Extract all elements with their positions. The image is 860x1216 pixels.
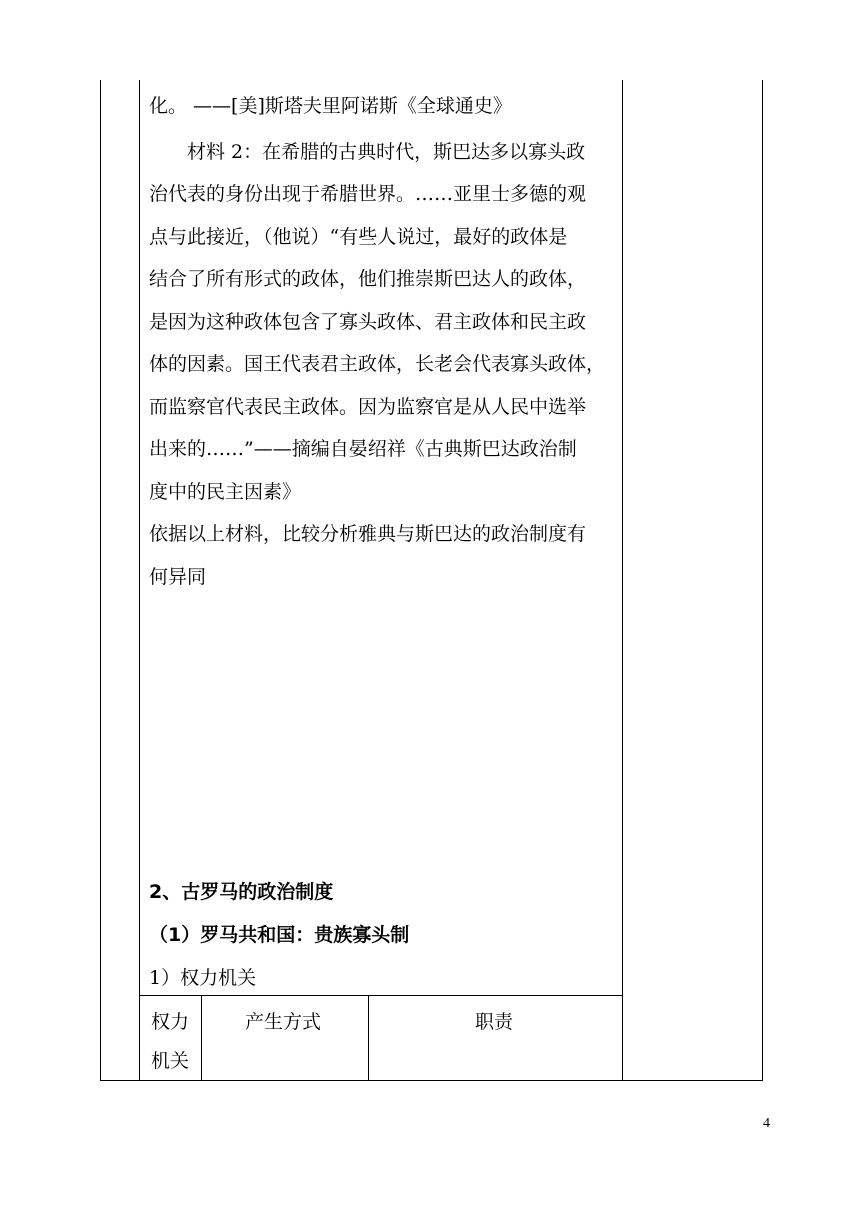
material-line: 结合了所有形式的政体，他们推崇斯巴达人的政体，	[149, 268, 587, 290]
page-number: 4	[763, 1116, 770, 1131]
material-line: 是因为这种政体包含了寡头政体、君主政体和民主政	[149, 311, 587, 333]
material-line: 治代表的身份出现于希腊世界。……亚里士多德的观	[149, 183, 587, 205]
section-item: 1）权力机关	[149, 967, 257, 989]
inner-table-header: 权力	[151, 1011, 190, 1033]
outer-table-col-divider	[139, 80, 140, 1081]
inner-table-col-divider	[368, 995, 369, 1080]
outer-table-col-divider-right	[622, 80, 623, 1081]
material-line: 度中的民主因素》	[149, 481, 302, 503]
question-line: 依据以上材料，比较分析雅典与斯巴达的政治制度有	[149, 523, 587, 545]
inner-table-header: 职责	[475, 1011, 514, 1033]
outer-table-bottom-border	[100, 1080, 763, 1081]
outer-table-left-border	[100, 80, 101, 1081]
material-line: 点与此接近，（他说）“有些人说过，最好的政体是	[149, 226, 568, 248]
inner-table-top-border	[139, 995, 623, 996]
section-heading: 2、古罗马的政治制度	[149, 881, 334, 903]
material-line: 材料 2：在希腊的古典时代，斯巴达多以寡头政	[187, 141, 586, 163]
inner-table-header: 机关	[151, 1050, 190, 1072]
material-line: 而监察官代表民主政体。因为监察官是从人民中选举	[149, 396, 587, 418]
inner-table-col-divider	[201, 995, 202, 1080]
material-line: 出来的……”——摘编自晏绍祥《古典斯巴达政治制	[149, 438, 577, 460]
outer-table-right-border	[762, 80, 763, 1081]
section-subheading: （1）罗马共和国：贵族寡头制	[149, 924, 410, 946]
question-line: 何异同	[149, 566, 207, 588]
inner-table-header: 产生方式	[245, 1011, 322, 1033]
material-line: 化。 ——[美]斯塔夫里阿诺斯《全球通史》	[149, 95, 512, 117]
material-line: 体的因素。国王代表君主政体，长老会代表寡头政体，	[149, 353, 606, 375]
